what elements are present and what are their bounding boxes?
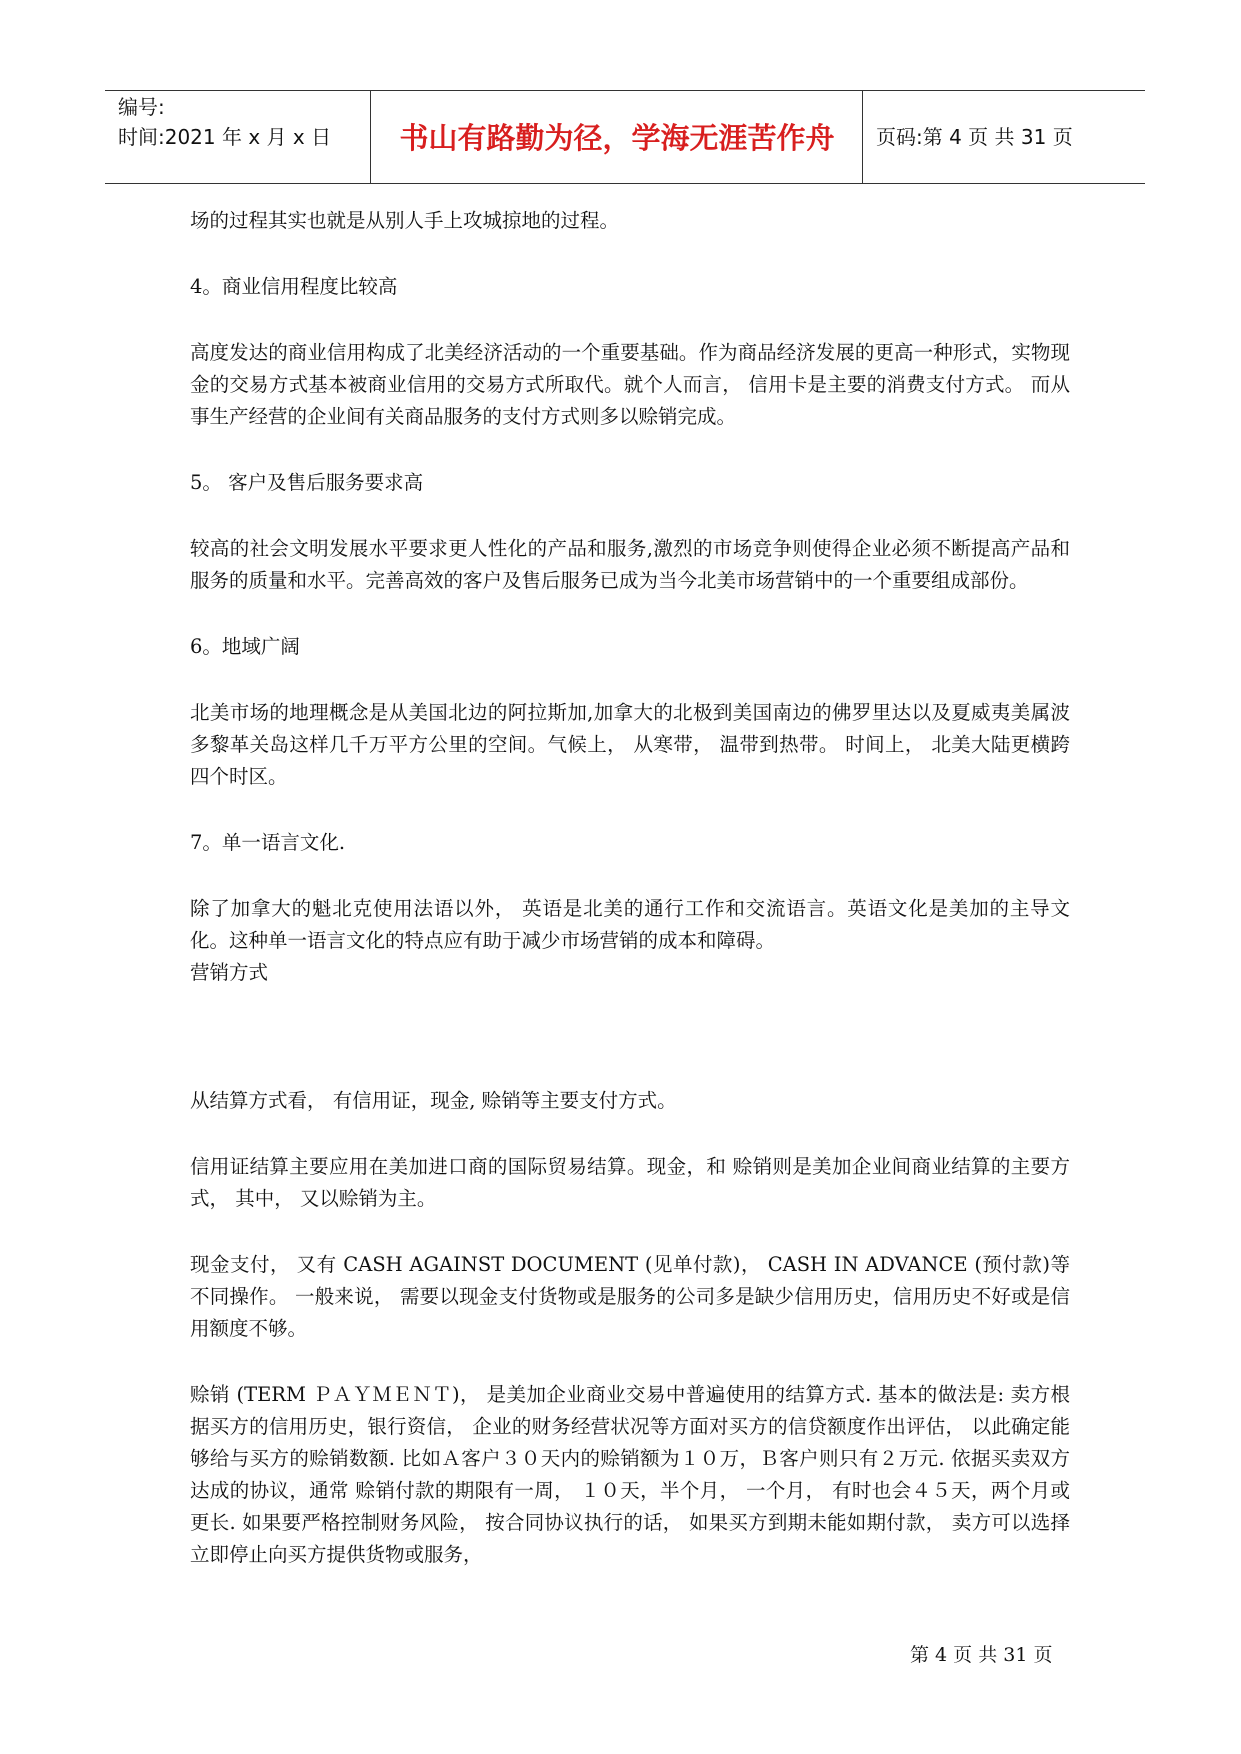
paragraph: 除了加拿大的魁北克使用法语以外， 英语是北美的通行工作和交流语言。英语文化是美加的主导文化。这种单一语言文化的特点应有助于减少市场营销的成本和障碍。 [190, 897, 1070, 952]
paragraph: 北美市场的地理概念是从美国北边的阿拉斯加,加拿大的北极到美国南边的佛罗里达以及夏威夷美属波多黎革关岛这样几千万平方公里的空间。气候上， 从寒带， 温带到热带。 时间上， 北美大陆更横跨四个时区。 [190, 701, 1070, 788]
header-time: 时间:2021 年 x 月 x 日 [118, 125, 332, 149]
paragraph: 赊销 (TERM ＰＡＹＭＥＮＴ)， 是美加企业商业交易中普遍使用的结算方式. 基本的做法是: 卖方根据买方的信用历史，银行资信， 企业的财务经营状况等方面对买方的信贷额度作出评估， 以此确定能够给与买方的赊销数额. 比如Ａ客户３０天内的赊销额为１０万，Ｂ客户则只有２万元. 依据买卖双方达成的协议，通常 赊销付款的期限有一周， １０天，半个月， 一个月， 有时也会４５天，两个月或更长. 如果要严格控制财务风险， 按合同协议执行的话， 如果买方到期未能如期付款， 卖方可以选择立即停止向买方提供货物或服务， [190, 1383, 1070, 1566]
paragraph: 场的过程其实也就是从别人手上攻城掠地的过程。 [190, 209, 620, 232]
header-divider-right [862, 90, 863, 183]
header-bottom-rule [105, 183, 1145, 184]
paragraph: 信用证结算主要应用在美加进口商的国际贸易结算。现金，和 赊销则是美加企业间商业结算的主要方式， 其中， 又以赊销为主。 [190, 1155, 1070, 1210]
paragraph: 较高的社会文明发展水平要求更人性化的产品和服务,激烈的市场竞争则使得企业必须不断提高产品和服务的质量和水平。完善高效的客户及售后服务已成为当今北美市场营销中的一个重要组成部份。 [190, 537, 1070, 592]
paragraph: 高度发达的商业信用构成了北美经济活动的一个重要基础。作为商品经济发展的更高一种形式，实物现金的交易方式基本被商业信用的交易方式所取代。就个人而言， 信用卡是主要的消费支付方式。 而从事生产经营的企业间有关商品服务的支付方式则多以赊销完成。 [190, 341, 1070, 428]
header-page-number: 页码:第 4 页 共 31 页 [876, 125, 1073, 149]
section-heading: 7。单一语言文化. [190, 831, 346, 854]
section-heading: 营销方式 [190, 961, 269, 984]
header-number: 编号: [118, 95, 165, 119]
section-heading: 4。商业信用程度比较高 [190, 275, 398, 298]
header-meta [118, 92, 331, 152]
paragraph: 现金支付， 又有 CASH AGAINST DOCUMENT (见单付款)， CASH IN ADVANCE (预付款)等不同操作。 一般来说， 需要以现金支付货物或是服务的公司多是缺少信用历史，信用历史不好或是信用额度不够。 [190, 1253, 1070, 1340]
section-heading: 6。地域广阔 [190, 635, 300, 658]
paragraph: 从结算方式看， 有信用证，现金, 赊销等主要支付方式。 [190, 1089, 677, 1112]
document-body [190, 205, 1070, 1571]
header-motto: 书山有路勤为径，学海无涯苦作舟 [399, 121, 835, 155]
header-divider-left [370, 90, 371, 183]
footer-page-number: 第 4 页 共 31 页 [910, 1644, 1053, 1666]
section-heading: 5。 客户及售后服务要求高 [190, 471, 424, 494]
